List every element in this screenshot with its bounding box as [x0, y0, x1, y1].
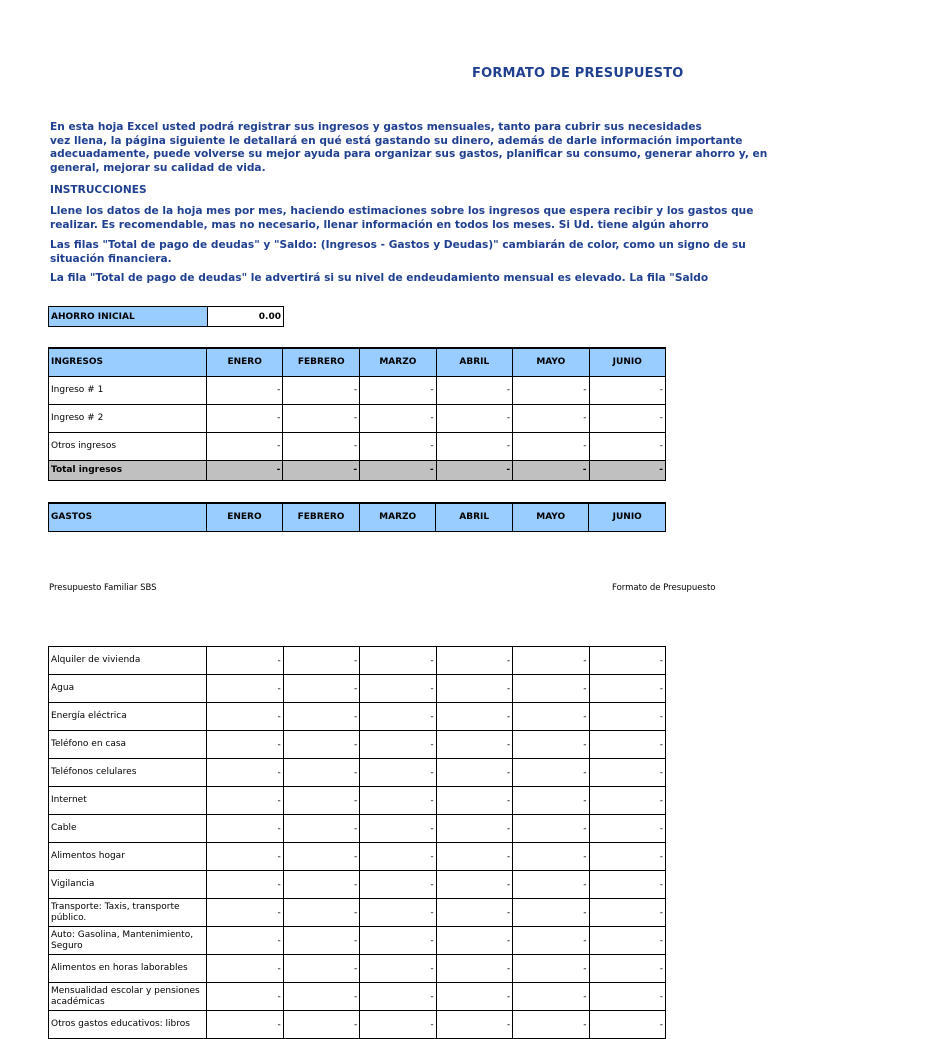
instructions-paragraph-3	[50, 272, 950, 286]
cell-value[interactable]: -	[513, 899, 589, 927]
cell-value[interactable]: -	[207, 843, 283, 871]
cell-value[interactable]: -	[589, 432, 665, 460]
table-row	[49, 432, 666, 460]
intro-line: adecuadamente, puede volverse su mejor ayuda para organizar sus gastos, planificar su consumo, generar ahorro y, en	[50, 148, 768, 160]
cell-value[interactable]: -	[207, 647, 283, 675]
month-header: MARZO	[360, 348, 437, 376]
cell-value[interactable]: -	[589, 787, 666, 815]
gastos-table	[48, 646, 666, 1039]
cell-value[interactable]: -	[436, 376, 512, 404]
row-label: Teléfonos celulares	[49, 759, 207, 787]
cell-value[interactable]: -	[513, 404, 589, 432]
table-row	[49, 899, 666, 927]
table-row	[49, 675, 666, 703]
cell-value[interactable]: -	[436, 983, 512, 1011]
cell-value[interactable]: -	[360, 871, 436, 899]
cell-value[interactable]: -	[360, 432, 437, 460]
cell-value[interactable]: -	[360, 815, 436, 843]
cell-value[interactable]: -	[360, 927, 436, 955]
total-value: -	[206, 460, 283, 480]
cell-value[interactable]: -	[513, 432, 589, 460]
table-row	[49, 815, 666, 843]
month-header: FEBRERO	[283, 503, 360, 531]
cell-value[interactable]: -	[589, 376, 665, 404]
ahorro-label: AHORRO INICIAL	[49, 307, 208, 327]
month-header: MAYO	[512, 503, 588, 531]
cell-value[interactable]: -	[436, 731, 512, 759]
cell-value[interactable]: -	[589, 731, 666, 759]
cell-value[interactable]: -	[513, 703, 589, 731]
row-label: Agua	[49, 675, 207, 703]
instructions-paragraph-2	[50, 239, 950, 266]
cell-value[interactable]: -	[283, 955, 359, 983]
cell-value[interactable]: -	[207, 787, 283, 815]
footer-left: Presupuesto Familiar SBS	[49, 583, 157, 593]
month-header: ENERO	[206, 348, 283, 376]
cell-value[interactable]: -	[206, 404, 283, 432]
cell-value[interactable]: -	[513, 871, 589, 899]
cell-value[interactable]: -	[360, 647, 436, 675]
total-label: Total ingresos	[49, 460, 207, 480]
cell-value[interactable]: -	[513, 955, 589, 983]
total-value: -	[360, 460, 437, 480]
cell-value[interactable]: -	[360, 675, 436, 703]
cell-value[interactable]: -	[513, 815, 589, 843]
cell-value[interactable]: -	[436, 815, 512, 843]
cell-value[interactable]: -	[436, 759, 512, 787]
cell-value[interactable]: -	[360, 404, 437, 432]
total-ingresos-row	[49, 460, 666, 480]
cell-value[interactable]: -	[207, 815, 283, 843]
cell-value[interactable]: -	[436, 1011, 512, 1039]
table-row	[49, 759, 666, 787]
row-label: Alimentos en horas laborables	[49, 955, 207, 983]
cell-value[interactable]: -	[283, 675, 359, 703]
cell-value[interactable]: -	[589, 955, 666, 983]
cell-value[interactable]: -	[207, 983, 283, 1011]
page-title: FORMATO DE PRESUPUESTO	[472, 66, 684, 81]
cell-value[interactable]: -	[283, 871, 359, 899]
gastos-header-table	[48, 502, 666, 532]
cell-value[interactable]: -	[207, 927, 283, 955]
table-row	[49, 871, 666, 899]
ahorro-inicial-table	[48, 306, 284, 327]
cell-value[interactable]: -	[283, 703, 359, 731]
cell-value[interactable]: -	[589, 675, 666, 703]
instructions-line: La fila "Total de pago de deudas" le advertirá si su nivel de endeudamiento mensual es elevado. La fila "Saldo	[50, 272, 709, 284]
row-label: Otros gastos educativos: libros	[49, 1011, 207, 1039]
cell-value[interactable]: -	[283, 731, 359, 759]
row-label: Alimentos hogar	[49, 843, 207, 871]
total-value: -	[283, 460, 360, 480]
cell-value[interactable]: -	[589, 1011, 666, 1039]
cell-value[interactable]: -	[513, 376, 589, 404]
cell-value[interactable]: -	[513, 1011, 589, 1039]
cell-value[interactable]: -	[206, 376, 283, 404]
cell-value[interactable]: -	[513, 675, 589, 703]
cell-value[interactable]: -	[436, 432, 512, 460]
cell-value[interactable]: -	[283, 432, 360, 460]
instructions-paragraph-1	[50, 205, 950, 232]
ingresos-header: INGRESOS	[49, 348, 207, 376]
table-row	[49, 983, 666, 1011]
total-value: -	[513, 460, 589, 480]
cell-value[interactable]: -	[283, 815, 359, 843]
intro-line: En esta hoja Excel usted podrá registrar sus ingresos y gastos mensuales, tanto para cubrir sus necesidades	[50, 121, 702, 133]
cell-value[interactable]: -	[360, 899, 436, 927]
cell-value[interactable]: -	[283, 927, 359, 955]
cell-value[interactable]: -	[283, 376, 360, 404]
cell-value[interactable]: -	[360, 955, 436, 983]
row-label: Teléfono en casa	[49, 731, 207, 759]
cell-value[interactable]: -	[589, 843, 666, 871]
cell-value[interactable]: -	[436, 675, 512, 703]
cell-value[interactable]: -	[589, 983, 666, 1011]
row-label: Otros ingresos	[49, 432, 207, 460]
cell-value[interactable]: -	[360, 759, 436, 787]
instructions-heading: INSTRUCCIONES	[50, 184, 147, 196]
cell-value[interactable]: -	[283, 404, 360, 432]
month-header: ABRIL	[436, 503, 513, 531]
cell-value[interactable]: -	[360, 731, 436, 759]
row-label: Ingreso # 2	[49, 404, 207, 432]
cell-value[interactable]: -	[360, 843, 436, 871]
cell-value[interactable]: -	[360, 983, 436, 1011]
cell-value[interactable]: -	[283, 899, 359, 927]
cell-value[interactable]: -	[589, 404, 665, 432]
cell-value[interactable]: -	[513, 983, 589, 1011]
cell-value[interactable]: -	[207, 759, 283, 787]
table-row	[49, 647, 666, 675]
cell-value[interactable]: -	[207, 955, 283, 983]
cell-value[interactable]: -	[283, 647, 359, 675]
intro-line: general, mejorar su calidad de vida.	[50, 161, 266, 174]
cell-value[interactable]: -	[589, 815, 666, 843]
instructions-line: Llene los datos de la hoja mes por mes, haciendo estimaciones sobre los ingresos que espera recibir y los gastos que	[50, 205, 754, 217]
instructions-line: Las filas "Total de pago de deudas" y "Saldo: (Ingresos - Gastos y Deudas)" cambiarán de color, como un signo de su	[50, 239, 746, 251]
row-label: Internet	[49, 787, 207, 815]
table-row	[49, 376, 666, 404]
cell-value[interactable]: -	[589, 899, 666, 927]
cell-value[interactable]: -	[283, 787, 359, 815]
table-row	[49, 731, 666, 759]
cell-value[interactable]: -	[207, 899, 283, 927]
table-row	[49, 703, 666, 731]
cell-value[interactable]: -	[589, 759, 666, 787]
cell-value[interactable]: -	[436, 899, 512, 927]
cell-value[interactable]: -	[513, 787, 589, 815]
table-row	[49, 404, 666, 432]
instructions-line: situación financiera.	[50, 252, 172, 265]
cell-value[interactable]: -	[360, 787, 436, 815]
table-row	[49, 1011, 666, 1039]
row-label: Transporte: Taxis, transporte público.	[49, 899, 207, 927]
row-label: Auto: Gasolina, Mantenimiento, Seguro	[49, 927, 207, 955]
table-row	[49, 927, 666, 955]
total-value: -	[589, 460, 665, 480]
cell-value[interactable]: -	[207, 731, 283, 759]
month-header: JUNIO	[589, 348, 665, 376]
cell-value[interactable]: -	[283, 843, 359, 871]
cell-value[interactable]: -	[436, 787, 512, 815]
cell-value[interactable]: -	[360, 1011, 436, 1039]
cell-value[interactable]: -	[207, 675, 283, 703]
ingresos-table	[48, 347, 666, 481]
cell-value[interactable]: -	[436, 647, 512, 675]
gastos-body	[49, 647, 666, 1039]
cell-value[interactable]: -	[589, 703, 666, 731]
footer-right: Formato de Presupuesto	[612, 583, 716, 593]
row-label: Energía eléctrica	[49, 703, 207, 731]
cell-value[interactable]: -	[513, 759, 589, 787]
cell-value[interactable]: -	[436, 927, 512, 955]
month-header: JUNIO	[589, 503, 666, 531]
row-label: Alquiler de vivienda	[49, 647, 207, 675]
total-value: -	[436, 460, 512, 480]
cell-value[interactable]: -	[589, 927, 666, 955]
cell-value[interactable]: -	[513, 731, 589, 759]
cell-value[interactable]: -	[207, 1011, 283, 1039]
month-header: ABRIL	[436, 348, 512, 376]
gastos-header: GASTOS	[49, 503, 207, 531]
intro-paragraph	[50, 121, 950, 175]
gastos-header-row	[49, 503, 666, 531]
cell-value[interactable]: -	[589, 871, 666, 899]
cell-value[interactable]: -	[436, 843, 512, 871]
row-label: Vigilancia	[49, 871, 207, 899]
table-row	[49, 787, 666, 815]
instructions-line: realizar. Es recomendable, mas no necesario, llenar información en todos los meses. Si Ud. tiene algún ahorro	[50, 218, 709, 231]
ingresos-header-row	[49, 348, 666, 376]
cell-value[interactable]: -	[436, 871, 512, 899]
ahorro-value[interactable]: 0.00	[208, 307, 284, 327]
cell-value[interactable]: -	[283, 983, 359, 1011]
cell-value[interactable]: -	[283, 1011, 359, 1039]
row-label: Cable	[49, 815, 207, 843]
table-row	[49, 843, 666, 871]
month-header: MAYO	[513, 348, 589, 376]
month-header: ENERO	[206, 503, 283, 531]
row-label: Mensualidad escolar y pensiones académicas	[49, 983, 207, 1011]
cell-value[interactable]: -	[513, 647, 589, 675]
cell-value[interactable]: -	[207, 703, 283, 731]
cell-value[interactable]: -	[513, 843, 589, 871]
cell-value[interactable]: -	[436, 703, 512, 731]
table-row	[49, 955, 666, 983]
cell-value[interactable]: -	[360, 376, 437, 404]
month-header: FEBRERO	[283, 348, 360, 376]
cell-value[interactable]: -	[589, 647, 666, 675]
cell-value[interactable]: -	[436, 404, 512, 432]
intro-line: vez llena, la página siguiente le detallará en qué está gastando su dinero, además de darle información importante	[50, 134, 743, 147]
cell-value[interactable]: -	[283, 759, 359, 787]
cell-value[interactable]: -	[513, 927, 589, 955]
cell-value[interactable]: -	[436, 955, 512, 983]
cell-value[interactable]: -	[206, 432, 283, 460]
row-label: Ingreso # 1	[49, 376, 207, 404]
cell-value[interactable]: -	[207, 871, 283, 899]
month-header: MARZO	[359, 503, 436, 531]
cell-value[interactable]: -	[360, 703, 436, 731]
